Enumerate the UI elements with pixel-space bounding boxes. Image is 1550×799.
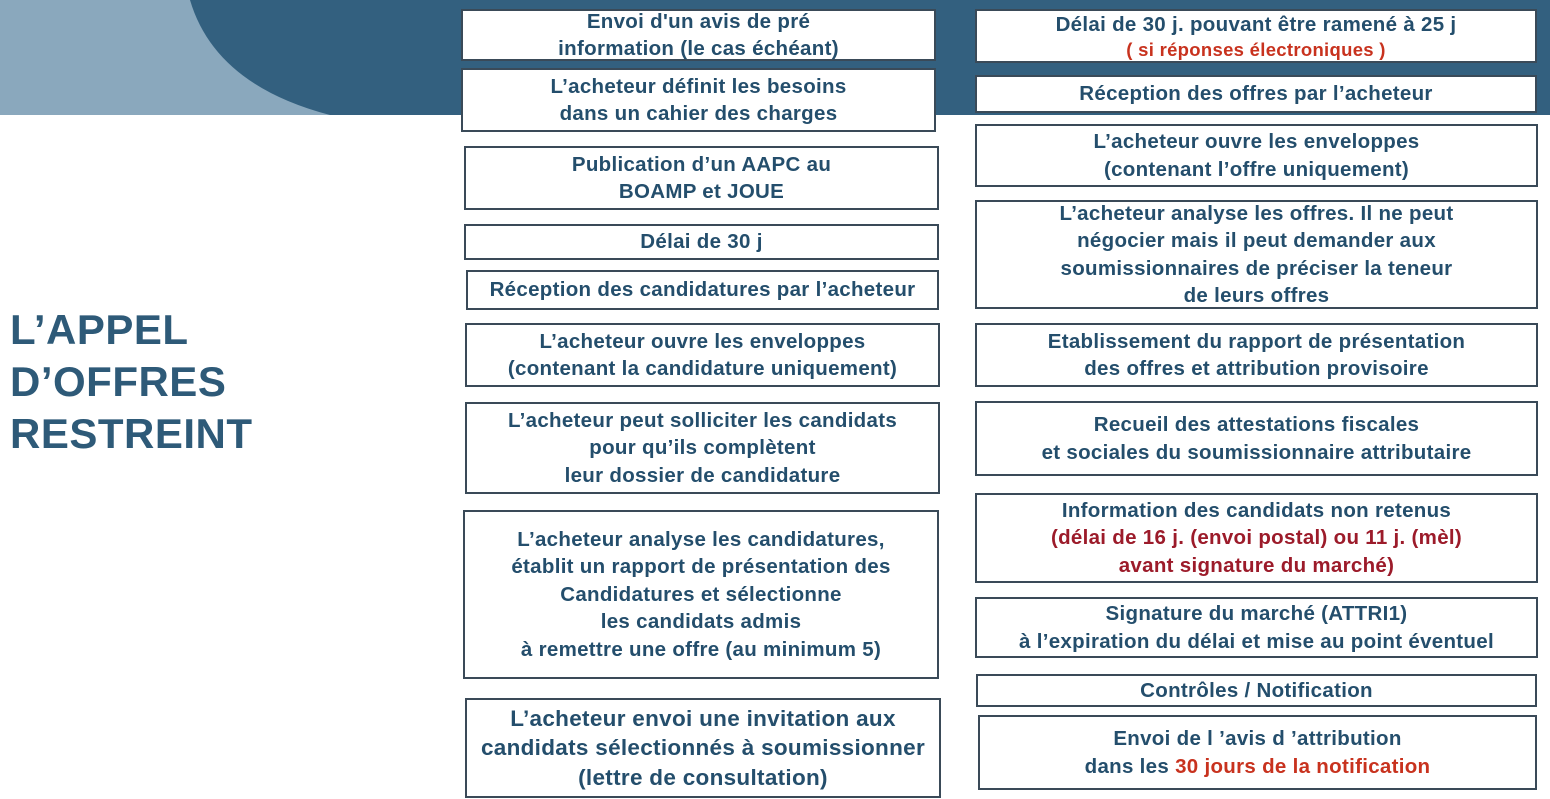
step-reception-candidatures (466, 270, 939, 310)
step-define-needs (461, 68, 936, 132)
step-delay-note: (délai de 16 j. (envoi postal) ou 11 j. (mèl) (1050, 526, 1463, 550)
step-text: Réception des candidatures par l’acheteur (489, 278, 916, 302)
step-text: Envoi de l ’avis d ’attribution (1113, 727, 1402, 750)
title-line: RESTREINT (10, 410, 253, 457)
step-open-offers (975, 124, 1538, 187)
step-text: et sociales du soumissionnaire attributaire (1041, 440, 1472, 464)
title-line: L’APPEL (10, 306, 189, 353)
step-text: pour qu’ils complètent (589, 436, 816, 460)
step-text: L’acheteur envoi une invitation aux (510, 705, 896, 731)
step-text: Information des candidats non retenus (1061, 498, 1452, 522)
step-solicit-candidates (465, 402, 940, 494)
step-text: Candidatures et sélectionne (560, 582, 842, 606)
step-avis-attribution (978, 715, 1537, 790)
step-text: Contrôles / Notification (1140, 678, 1373, 702)
page-title (10, 304, 253, 460)
step-rapport (975, 323, 1538, 387)
step-text-prefix: dans les (1084, 754, 1176, 778)
step-text: BOAMP et JOUE (618, 180, 785, 203)
step-text: Délai de 30 j (640, 230, 763, 254)
step-text: L’acheteur analyse les offres. Il ne peut (1059, 201, 1454, 225)
step-text: dans un cahier des charges (559, 102, 838, 125)
step-text: leur dossier de candidature (564, 463, 841, 487)
step-text: information (le cas échéant) (558, 37, 839, 60)
step-text: L’acheteur analyse les candidatures, (517, 527, 885, 551)
step-attestations (975, 401, 1538, 476)
step-text: Signature du marché (ATTRI1) (1105, 602, 1408, 625)
title-line: D’OFFRES (10, 358, 227, 405)
step-text: L’acheteur ouvre les enveloppes (1093, 130, 1420, 153)
step-text: à remettre une offre (au minimum 5) (520, 637, 882, 661)
step-text: soumissionnaires de préciser la teneur (1060, 256, 1453, 280)
step-delay-note: avant signature du marché) (1118, 553, 1395, 577)
step-text: de leurs offres (1183, 284, 1330, 307)
step-text: L’acheteur ouvre les enveloppes (539, 329, 866, 353)
step-text: des offres et attribution provisoire (1084, 357, 1429, 380)
step-text: Etablissement du rapport de présentation (1047, 329, 1466, 353)
step-preinformation (461, 9, 936, 61)
step-delay-offers (975, 9, 1537, 63)
step-text: Publication d’un AAPC au (571, 152, 832, 176)
step-text: les candidats admis (600, 610, 802, 634)
step-text: établit un rapport de présentation des (511, 555, 891, 579)
step-text: (contenant la candidature uniquement) (507, 357, 898, 380)
step-text: à l’expiration du délai et mise au point éventuel (1019, 629, 1494, 653)
step-text: candidats sélectionnés à soumissionner (480, 735, 926, 761)
step-note: ( si réponses électroniques ) (1126, 38, 1386, 60)
step-text: Délai de 30 j. pouvant être ramené à 25 j (1055, 13, 1457, 37)
step-text (1085, 753, 1431, 781)
step-signature (975, 597, 1538, 658)
step-invitation (465, 698, 941, 798)
step-text: L’acheteur définit les besoins (550, 74, 847, 98)
step-text: Réception des offres par l’acheteur (1079, 82, 1433, 106)
step-deadline-highlight: 30 jours de la notification (1175, 754, 1431, 778)
step-information-candidats (975, 493, 1538, 583)
step-text: L’acheteur peut solliciter les candidats (507, 408, 898, 432)
step-publication (464, 146, 939, 210)
step-analyse-offres (975, 200, 1538, 309)
step-controles (976, 674, 1537, 707)
step-delay-30 (464, 224, 939, 260)
step-reception-offres (975, 75, 1537, 113)
step-text: (contenant l’offre uniquement) (1103, 157, 1410, 181)
step-text: Envoi d'un avis de pré (586, 9, 811, 33)
step-text: (lettre de consultation) (578, 764, 828, 790)
step-text: Recueil des attestations fiscales (1093, 413, 1420, 436)
step-open-envelopes (465, 323, 940, 387)
step-analyse-candidatures (463, 510, 939, 679)
step-text: négocier mais il peut demander aux (1077, 229, 1436, 252)
